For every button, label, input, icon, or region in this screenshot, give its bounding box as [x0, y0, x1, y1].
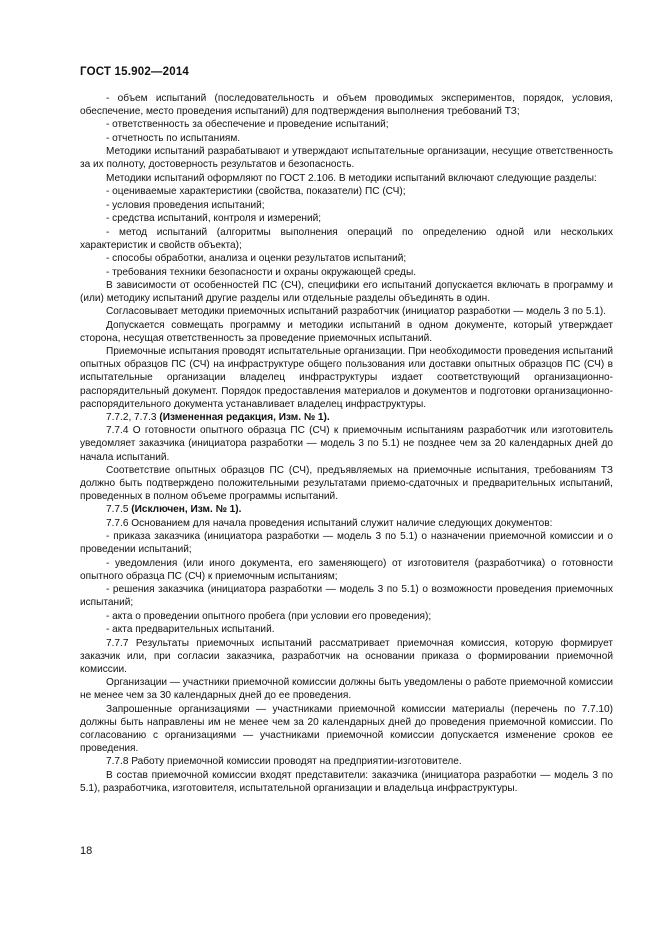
paragraph: - уведомления (или иного документа, его заменяющего) от изготовителя (разработчика) о готовности опытного образца ПС (СЧ) к приемочным испытаниям;: [80, 557, 613, 582]
clause-number: 7.7.5: [106, 504, 129, 516]
paragraph: - акта предварительных испытаний.: [106, 624, 275, 636]
paragraph: - метод испытаний (алгоритмы выполнения операций по определению одной или нескольких характеристик и свойств объекта);: [80, 226, 613, 251]
paragraph: 7.7.8 Работу приемочной комиссии проводят на предприятии-изготовителе.: [106, 756, 462, 768]
clause-number: 7.7.2, 7.7.3: [106, 411, 157, 423]
paragraph: - способы обработки, анализа и оценки результатов испытаний;: [106, 253, 407, 265]
paragraph: Соответствие опытных образцов ПС (СЧ), предъявляемых на приемочные испытания, требованиям ТЗ должно быть подтверждено положительными результатами приемо-сдаточных и предварительных испытаний, проведенных в полном объеме программы испытаний.: [80, 464, 613, 503]
page-header: ГОСТ 15.902—2014: [80, 66, 190, 78]
paragraph: Согласовывает методики приемочных испытаний разработчик (инициатор разработки — модель 3 по 5.1).: [106, 306, 607, 318]
paragraph: - средства испытаний, контроля и измерений;: [106, 213, 322, 225]
paragraph: Приемочные испытания проводят испытательные организации. При необходимости проведения испытаний опытных образцов ПС (СЧ) на инфраструктуре общего пользования или доставки опытных образцов ПС (СЧ) в испытательные организации владелец инфраструктуры издает соответствующий организационно-распорядительный документ. Порядок предоставления материалов и документов и подготовки организационно-распорядительного документа устанавливает владелец инфраструктуры.: [80, 346, 613, 410]
paragraph: - условия проведения испытаний;: [106, 199, 265, 211]
paragraph: Методики испытаний оформляют по ГОСТ 2.106. В методики испытаний включают следующие разделы:: [106, 172, 597, 184]
amendment-text: (Измененная редакция, Изм. № 1).: [159, 411, 330, 423]
amendment-note: [80, 503, 613, 516]
paragraph: - отчетность по испытаниям.: [106, 132, 241, 144]
paragraph: - требования техники безопасности и охраны окружающей среды.: [106, 266, 417, 278]
paragraph: - решения заказчика (инициатора разработки — модель 3 по 5.1) о возможности проведения приемочных испытаний;: [80, 584, 613, 609]
paragraph: 7.7.7 Результаты приемочных испытаний рассматривает приемочная комиссия, которую формирует заказчик или, при согласии заказчика, разработчик на основании приказа о формировании приемочной комиссии.: [80, 637, 613, 675]
amendment-note: [80, 411, 613, 424]
paragraph: Методики испытаний разрабатывают и утверждают испытательные организации, несущие ответственность за их полноту, достоверность результатов и безопасность.: [80, 146, 613, 171]
paragraph: 7.7.6 Основанием для начала проведения испытаний служит наличие следующих документов:: [106, 517, 553, 529]
paragraph: - ответственность за обеспечение и проведение испытаний;: [106, 119, 389, 131]
paragraph: - приказа заказчика (инициатора разработки — модель 3 по 5.1) о назначении приемочной комиссии и о проведении испытаний;: [80, 531, 613, 556]
paragraph: - оцениваемые характеристики (свойства, показатели) ПС (СЧ);: [106, 186, 406, 198]
paragraph: 7.7.4 О готовности опытного образца ПС (СЧ) к приемочным испытаниям разработчик или изготовитель уведомляет заказчика (инициатора разработки — модель 3 по 5.1) не позднее чем за 20 календарных дней до начала испытаний.: [80, 425, 613, 463]
page-number: 18: [80, 845, 93, 857]
body-text: [80, 92, 613, 795]
paragraph: Запрошенные организациями — участниками приемочной комиссии материалы (перечень по 7.7.10) должны быть направлены им не менее чем за 20 календарных дней до проведения приемочной комиссии. По согласованию с организациями — участниками приемочной комиссии допускается изменение сроков ее проведения.: [80, 703, 613, 754]
paragraph: Организации — участники приемочной комиссии должны быть уведомлены о работе приемочной комиссии не менее чем за 30 календарных дней до ее проведения.: [80, 677, 613, 702]
paragraph: В зависимости от особенностей ПС (СЧ), специфики его испытаний допускается включать в программу и (или) методику испытаний другие разделы или отдельные разделы объединять в один.: [80, 279, 613, 304]
paragraph: - акта о проведении опытного пробега (при условии его проведения);: [106, 610, 432, 622]
paragraph: - объем испытаний (последовательность и объем проводимых экспериментов, порядок, условия, обеспечение, место проведения испытаний) для подтверждения выполнения требований ТЗ;: [80, 93, 613, 118]
paragraph: В состав приемочной комиссии входят представители: заказчика (инициатора разработки — модель 3 по 5.1), разработчика, изготовителя, испытательной организации и владельца инфраструктуры.: [80, 769, 613, 794]
paragraph: Допускается совмещать программу и методики испытаний в одном документе, который утверждает сторона, несущая ответственность за проведение приемочных испытаний.: [80, 319, 613, 344]
amendment-text: (Исключен, Изм. № 1).: [131, 504, 242, 516]
